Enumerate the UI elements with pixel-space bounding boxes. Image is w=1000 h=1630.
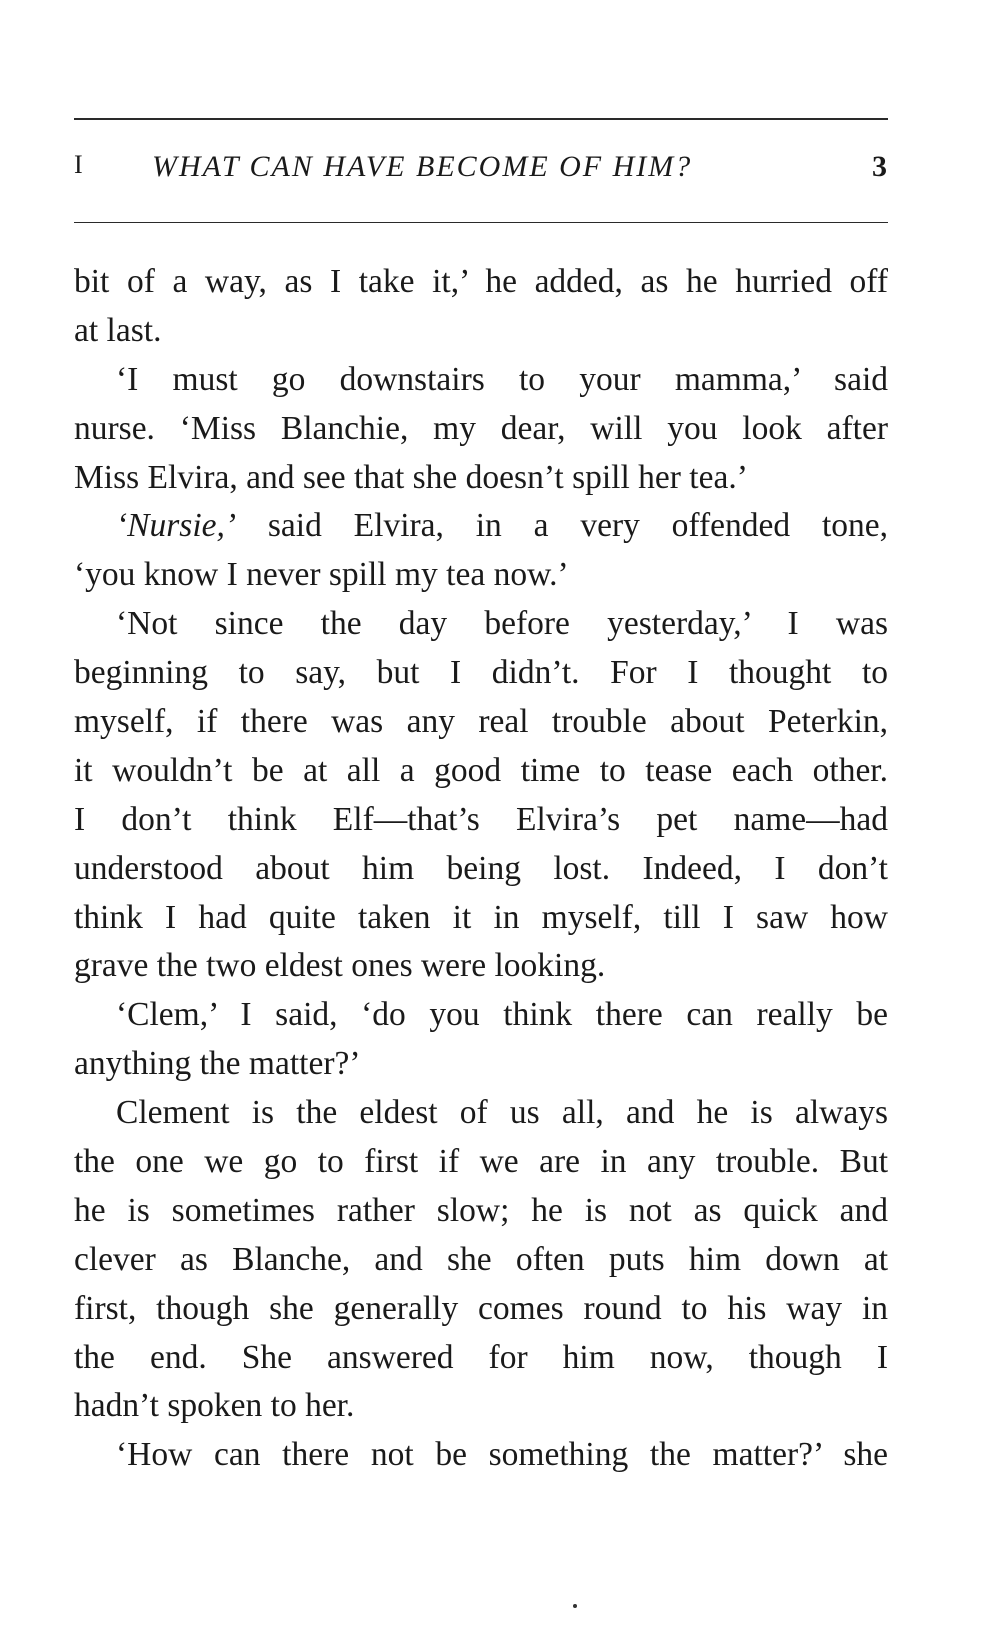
text-line: bit of a way, as I take it,’ he added, as he hurried off (74, 263, 888, 300)
text-line-rest: said Elvira, in a very offended tone, (267, 507, 888, 545)
text-line: he is sometimes rather slow; he is not as quick and (74, 1191, 888, 1229)
text-line: ‘you know I never spill my tea now.’ (74, 556, 569, 594)
text-line: ‘Clem,’ I said, ‘do you think there can really be (116, 996, 888, 1034)
text-line: first, though she generally comes round to his way in (74, 1289, 888, 1327)
text-line: nurse. ‘Miss Blanchie, my dear, will you look after (74, 409, 888, 447)
text-line: the end. She answered for him now, though I (74, 1338, 888, 1376)
text-line: I don’t think Elf—that’s Elvira’s pet name—had (74, 800, 888, 838)
text-line: it wouldn’t be at all a good time to tease each other. (74, 751, 888, 789)
text-line: Miss Elvira, and see that she doesn’t spill her tea.’ (74, 458, 748, 496)
text-line (74, 502, 888, 551)
text-line: clever as Blanche, and she often puts him down at (74, 1240, 888, 1278)
text-line: at last. (74, 311, 162, 349)
text-line: ‘How can there not be something the matter?’ she (116, 1436, 888, 1474)
text-line: Clement is the eldest of us all, and he is always (116, 1094, 888, 1132)
text-line: the one we go to first if we are in any trouble. But (74, 1143, 888, 1181)
body-text (74, 258, 888, 1480)
text-line: anything the matter?’ (74, 1045, 361, 1083)
header-top-rule (74, 118, 888, 120)
text-line: grave the two eldest ones were looking. (74, 947, 606, 985)
text-line: think I had quite taken it in myself, till I saw how (74, 898, 888, 936)
text-line: ‘I must go downstairs to your mamma,’ said (116, 360, 888, 398)
page-number: 3 (872, 150, 888, 183)
header-bottom-rule (74, 222, 888, 223)
running-header (74, 150, 888, 200)
italic-word: ‘Nursie,’ (116, 507, 237, 545)
running-title: WHAT CAN HAVE BECOME OF HIM? (152, 150, 693, 183)
print-speck (573, 1604, 577, 1608)
text-line: myself, if there was any real trouble about Peterkin, (74, 703, 888, 741)
text-line: beginning to say, but I didn’t. For I thought to (74, 654, 888, 692)
text-line: hadn’t spoken to her. (74, 1387, 355, 1425)
text-line: understood about him being lost. Indeed, I don’t (74, 849, 888, 887)
chapter-number: I (74, 150, 84, 179)
text-line: ‘Not since the day before yesterday,’ I was (116, 605, 888, 643)
